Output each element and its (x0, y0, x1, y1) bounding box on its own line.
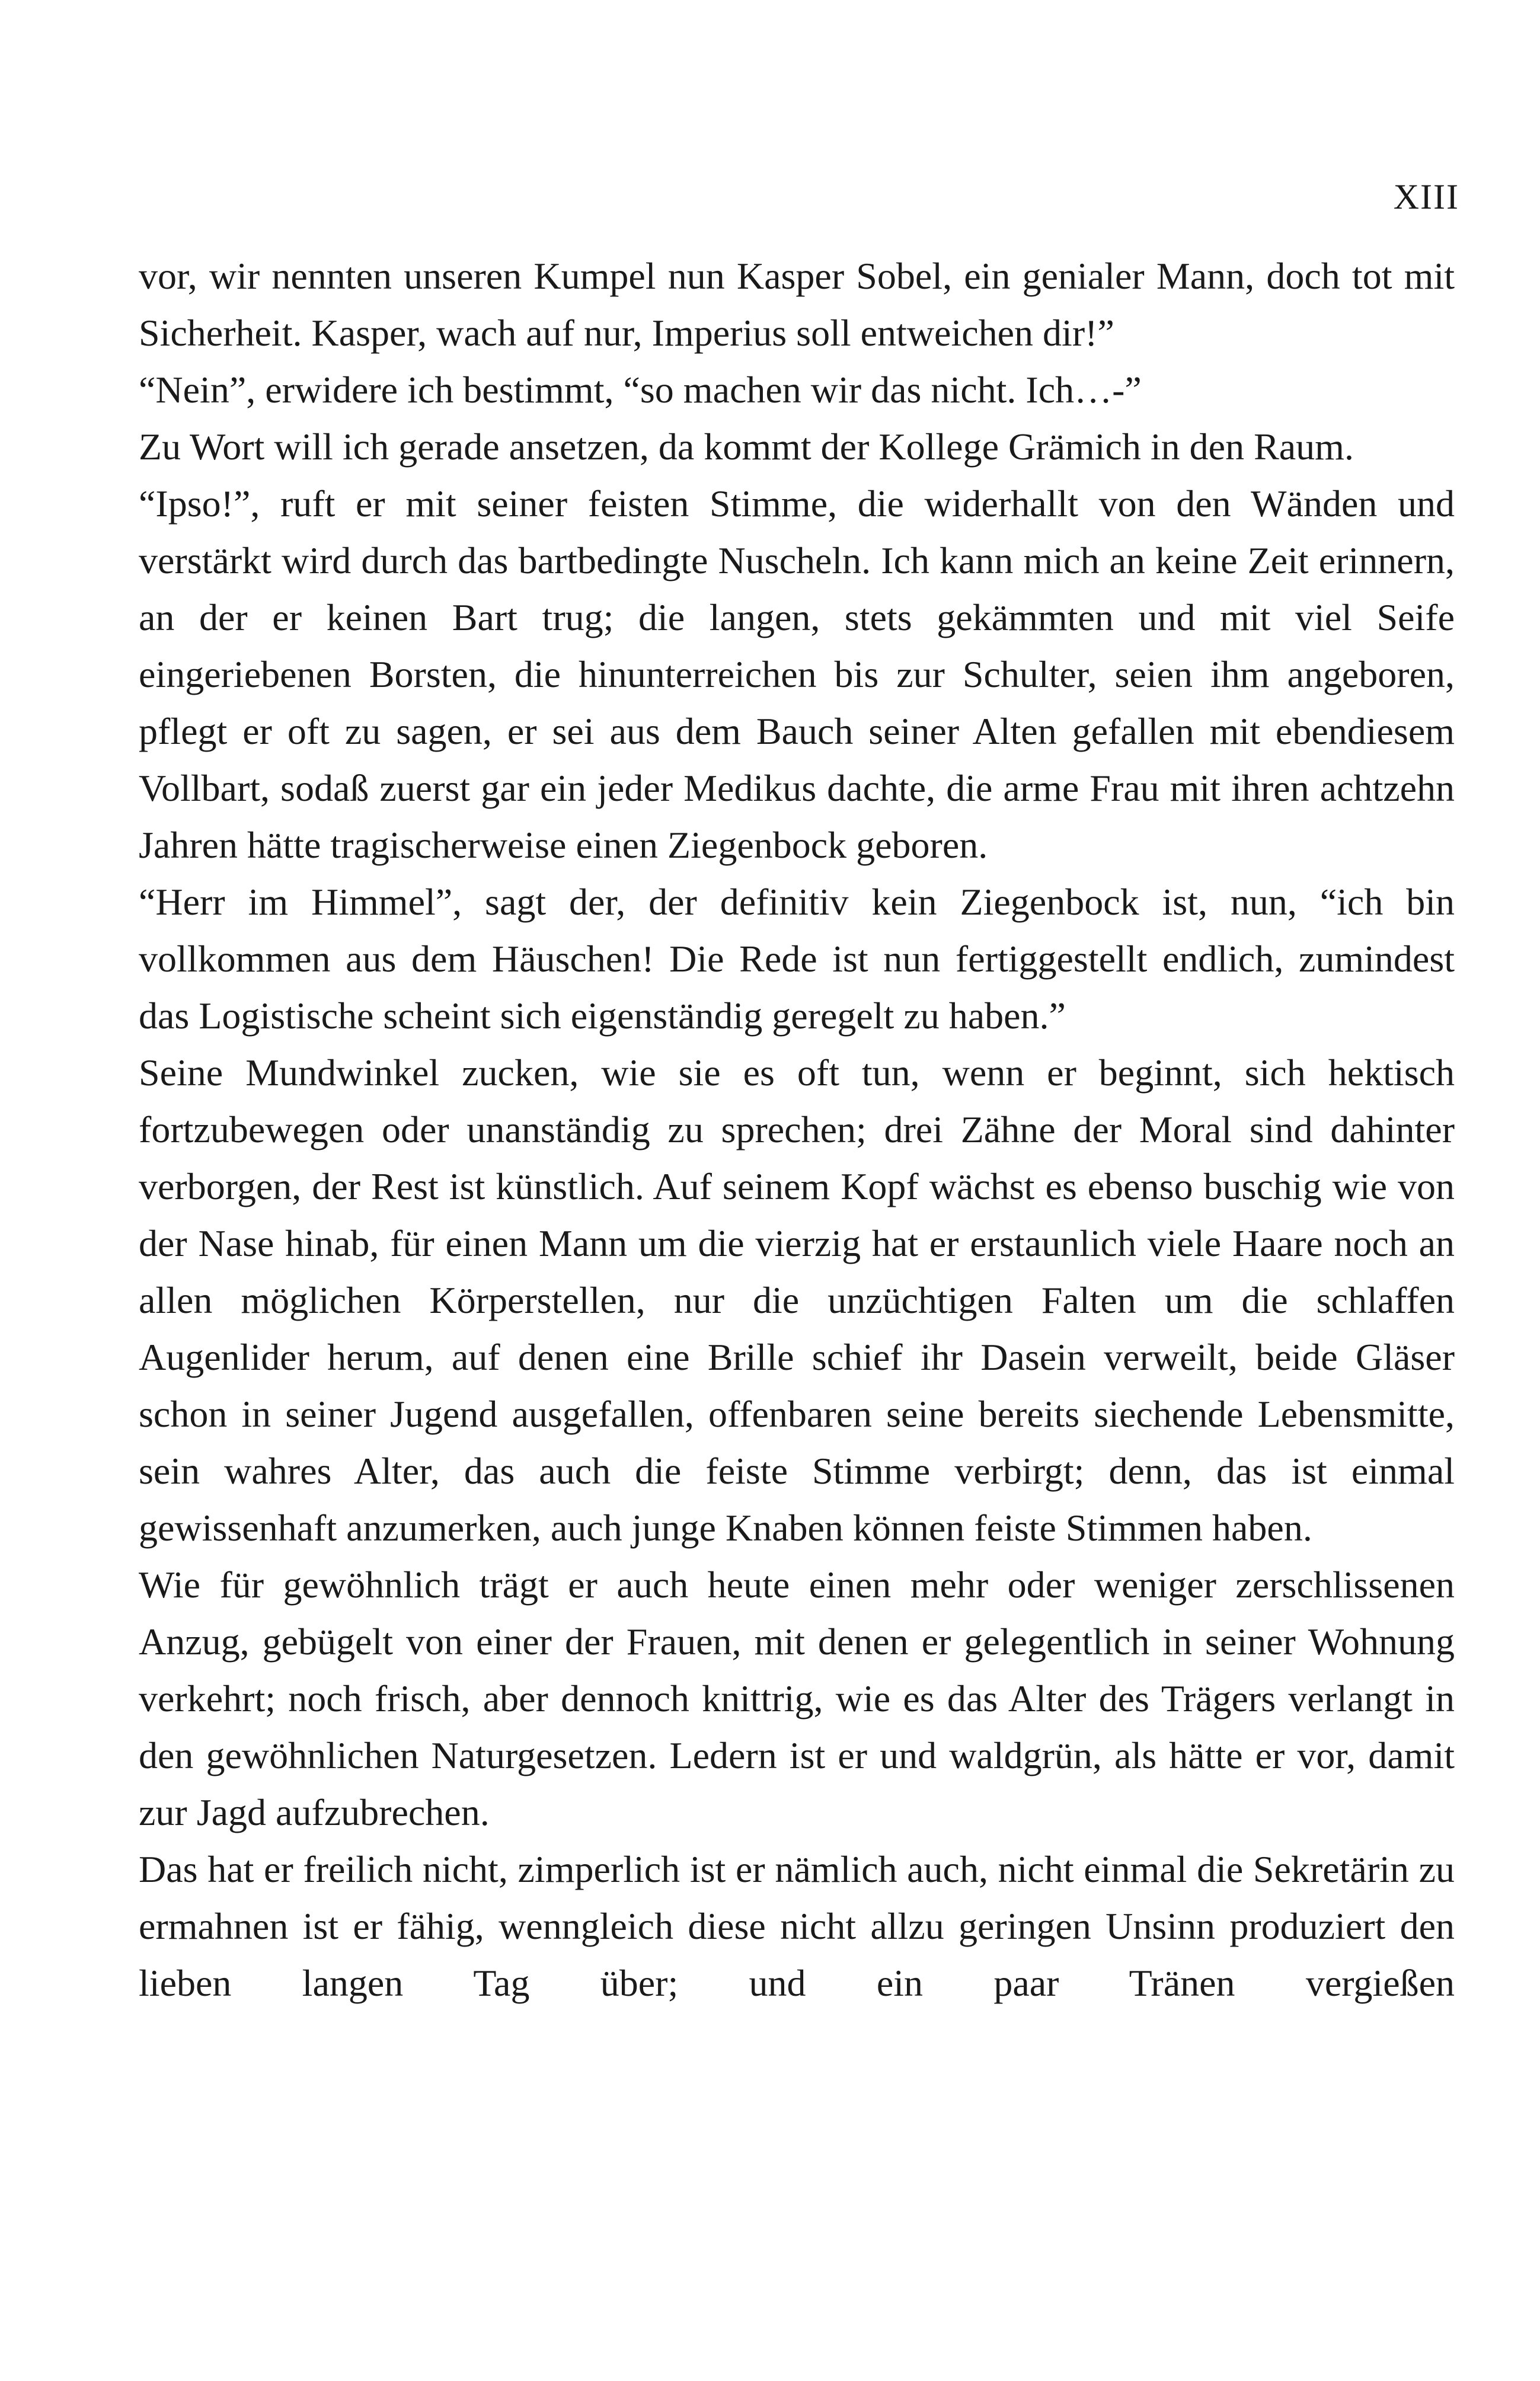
paragraph-6: Seine Mundwinkel zucken, wie sie es oft tun, wenn er beginnt, sich hektisch fortzubewegen oder unanständig zu sprechen; drei Zähne der Moral sind dahinter verborgen, der Rest ist künstlich. Auf seinem Kopf wächst es ebenso buschig wie von der Nase hinab, für einen Mann um die vierzig hat er erstaunlich viele Haare noch an allen möglichen Körperstellen, nur die unzüchtigen Falten um die schlaffen Augenlider herum, auf denen eine Brille schief ihr Dasein verweilt, beide Gläser schon in seiner Jugend ausgefallen, offenbaren seine bereits siechende Lebensmitte, sein wahres Alter, das auch die feiste Stimme verbirgt; denn, das ist einmal gewissenhaft anzumerken, auch junge Knaben können feiste Stimmen haben. (139, 1052, 1455, 1549)
text-body (139, 248, 1455, 2012)
paragraph-8: Das hat er freilich nicht, zimperlich ist er nämlich auch, nicht einmal die Sekretärin zu ermahnen ist er fähig, wenngleich diese nicht allzu geringen Unsinn produziert den lieben langen Tag über; und ein paar Tränen vergießen (139, 1848, 1455, 2004)
paragraph-2: “Nein”, erwidere ich bestimmt, “so machen wir das nicht. Ich…-” (139, 369, 1142, 411)
paragraph-1: vor, wir nennten unseren Kumpel nun Kasper Sobel, ein genialer Mann, doch tot mit Sicherheit. Kasper, wach auf nur, Imperius soll entweichen dir!” (139, 255, 1455, 354)
paragraph-4: “Ipso!”, ruft er mit seiner feisten Stimme, die widerhallt von den Wänden und verstärkt wird durch das bartbedingte Nuscheln. Ich kann mich an keine Zeit erinnern, an der er keinen Bart trug; die langen, stets gekämmten und mit viel Seife eingeriebenen Borsten, die hinunterreichen bis zur Schulter, seien ihm angeboren, pflegt er oft zu sagen, er sei aus dem Bauch seiner Alten gefallen mit ebendiesem Vollbart, sodaß zuerst gar ein jeder Medikus dachte, die arme Frau mit ihren achtzehn Jahren hätte tragischerweise einen Ziegenbock geboren. (139, 482, 1455, 866)
page-number: XIII (1393, 177, 1459, 216)
paragraph-7: Wie für gewöhnlich trägt er auch heute einen mehr oder weniger zerschlissenen Anzug, gebügelt von einer der Frauen, mit denen er gelegentlich in seiner Wohnung verkehrt; noch frisch, aber dennoch knittrig, wie es das Alter des Trägers verlangt in den gewöhnlichen Naturgesetzen. Ledern ist er und waldgrün, als hätte er vor, damit zur Jagd aufzubrechen. (139, 1564, 1455, 1833)
paragraph-5: “Herr im Himmel”, sagt der, der definitiv kein Ziegenbock ist, nun, “ich bin vollkommen aus dem Häuschen! Die Rede ist nun fertiggestellt endlich, zumindest das Logistische scheint sich eigenständig geregelt zu haben.” (139, 881, 1455, 1037)
paragraph-3: Zu Wort will ich gerade ansetzen, da kommt der Kollege Grämich in den Raum. (139, 426, 1354, 468)
